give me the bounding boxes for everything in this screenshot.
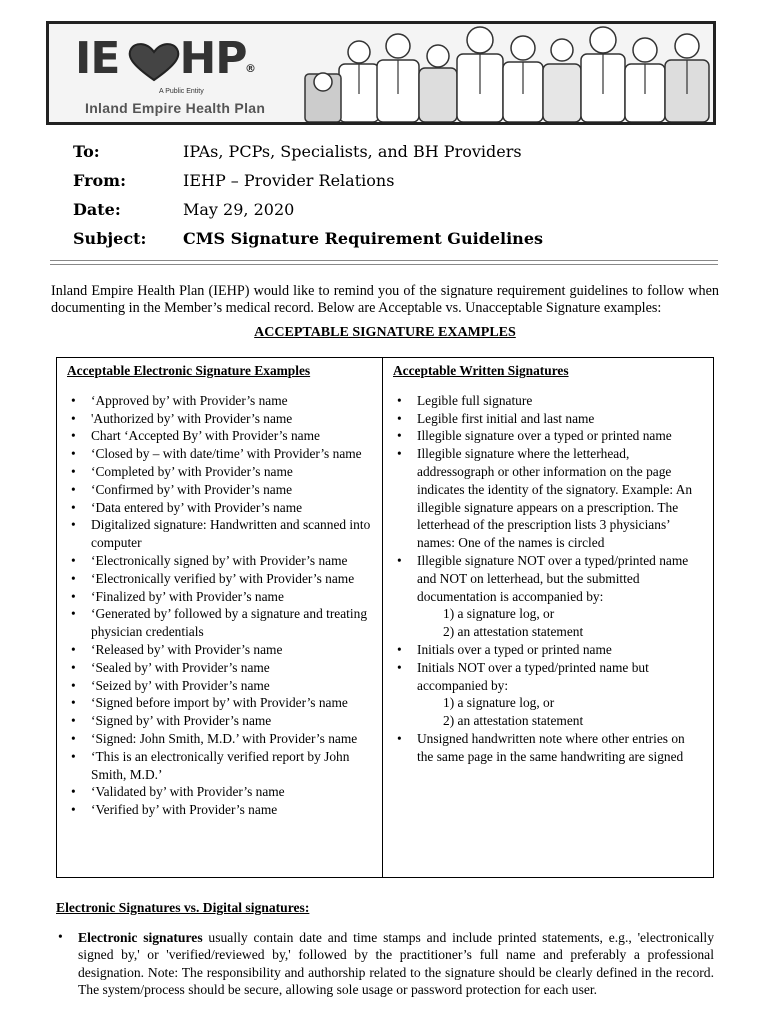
sub-item: 1) a signature log, or [443, 606, 555, 622]
electronic-list [67, 392, 372, 819]
electronic-signatures-column [57, 358, 383, 878]
list-item: • ‘Completed by’ with Provider’s name [87, 463, 372, 481]
list-item: • Illegible signature where the letterhead, addressograph or other information on the page indicates the identity of the signatory. Example: An illegible signature appears on a prescription. The letterhead of the prescription lists 3 physicians’ names: One of the names is circled [413, 445, 703, 552]
divider-bottom [50, 264, 718, 265]
list-item: • ‘Signed by’ with Provider’s name [87, 712, 372, 730]
list-item: • ‘Seized by’ with Provider’s name [87, 677, 372, 695]
electronic-column-heading: Acceptable Electronic Signature Examples [67, 363, 311, 378]
written-signatures-column [383, 358, 714, 878]
list-item: • ‘Signed before import by’ with Provider’s name [87, 694, 372, 712]
list-item: • ‘This is an electronically verified report by John Smith, M.D.’ [87, 748, 372, 784]
signature-examples-table [56, 357, 714, 878]
memo-subject-label: Subject: [73, 229, 147, 248]
memo-to-row [73, 137, 543, 166]
list-item: • ‘Electronically signed by’ with Provider’s name [87, 552, 372, 570]
list-item-text: Initials NOT over a typed/printed name but accompanied by: [417, 659, 649, 693]
heart-icon [125, 42, 183, 82]
memo-from-value: IEHP – Provider Relations [183, 171, 395, 190]
list-item: • Initials over a typed or printed name [413, 641, 703, 659]
list-item: • 'Authorized by’ with Provider’s name [87, 410, 372, 428]
list-item: • ‘Closed by – with date/time’ with Provider’s name [87, 445, 372, 463]
intro-paragraph: Inland Empire Health Plan (IEHP) would like to remind you of the signature requirement guidelines to follow when documenting in the Member’s medical record. Below are Acceptable vs. Unacceptable Signature examples: [51, 283, 719, 316]
sub-item: 1) a signature log, or [443, 695, 555, 711]
logo-wordmark: IE HP [75, 33, 247, 84]
memo-header [73, 137, 543, 253]
registered-mark: ® [245, 62, 256, 75]
list-item: • ‘Finalized by’ with Provider’s name [87, 588, 372, 606]
bullet: • [58, 929, 63, 944]
logo-org-name: Inland Empire Health Plan [85, 100, 266, 116]
list-item: • ‘Electronically verified by’ with Provider’s name [87, 570, 372, 588]
sub-item: 2) an attestation statement [443, 624, 584, 640]
memo-date-label: Date: [73, 200, 121, 219]
providers-illustration [299, 24, 713, 122]
memo-date-value: May 29, 2020 [183, 200, 295, 219]
list-item [413, 659, 703, 730]
list-item: • Legible full signature [413, 392, 703, 410]
memo-from-row [73, 166, 543, 195]
list-item-text: Illegible signature NOT over a typed/printed name and NOT on letterhead, but the submitted documentation is accompanied by: [417, 552, 689, 604]
header-banner [46, 21, 716, 125]
logo-tagline: A Public Entity [159, 88, 204, 95]
divider-top [50, 260, 718, 261]
es-section-title: Electronic Signatures vs. Digital signatures: [56, 900, 310, 915]
list-item: • ‘Sealed by’ with Provider’s name [87, 659, 372, 677]
list-item: • Legible first initial and last name [413, 410, 703, 428]
list-item: • ‘Approved by’ with Provider’s name [87, 392, 372, 410]
list-item: • Unsigned handwritten note where other entries on the same page in the same handwriting are signed [413, 730, 703, 766]
list-item: • Digitalized signature: Handwritten and scanned into computer [87, 516, 372, 552]
list-item: • ‘Signed: John Smith, M.D.’ with Provider’s name [87, 730, 372, 748]
list-item: • ‘Verified by’ with Provider’s name [87, 801, 372, 819]
list-item: • Chart ‘Accepted By’ with Provider’s name [87, 427, 372, 445]
iehp-logo [67, 34, 307, 122]
list-item: • ‘Confirmed by’ with Provider’s name [87, 481, 372, 499]
list-item: • Illegible signature over a typed or printed name [413, 427, 703, 445]
memo-subject-value: CMS Signature Requirement Guidelines [183, 229, 543, 248]
es-paragraph [78, 929, 714, 999]
sub-item: 2) an attestation statement [443, 713, 584, 729]
list-item: • ‘Validated by’ with Provider’s name [87, 783, 372, 801]
es-text: usually contain date and time stamps and include printed statements, e.g., 'electronically signed by,' or 'verified/reviewed by,' followed by the practitioner’s full name and preferably a professional designation. Note: The responsibility and authorship related to the signature should be clearly defined in the record. The system/process should be secure, allowing sole usage or password protection for each user. [78, 930, 714, 998]
es-lead: Electronic signatures [78, 930, 203, 945]
list-item: • ‘Released by’ with Provider’s name [87, 641, 372, 659]
list-item: • ‘Data entered by’ with Provider’s name [87, 499, 372, 517]
section-title: ACCEPTABLE SIGNATURE EXAMPLES [254, 325, 516, 340]
memo-to-label: To: [73, 142, 100, 161]
written-column-heading: Acceptable Written Signatures [393, 363, 569, 378]
memo-to-value: IPAs, PCPs, Specialists, and BH Providers [183, 142, 522, 161]
memo-subject-row [73, 224, 543, 253]
list-item: • ‘Generated by’ followed by a signature and treating physician credentials [87, 605, 372, 641]
written-list [393, 392, 703, 766]
list-item [413, 552, 703, 641]
memo-from-label: From: [73, 171, 127, 190]
memo-date-row [73, 195, 543, 224]
